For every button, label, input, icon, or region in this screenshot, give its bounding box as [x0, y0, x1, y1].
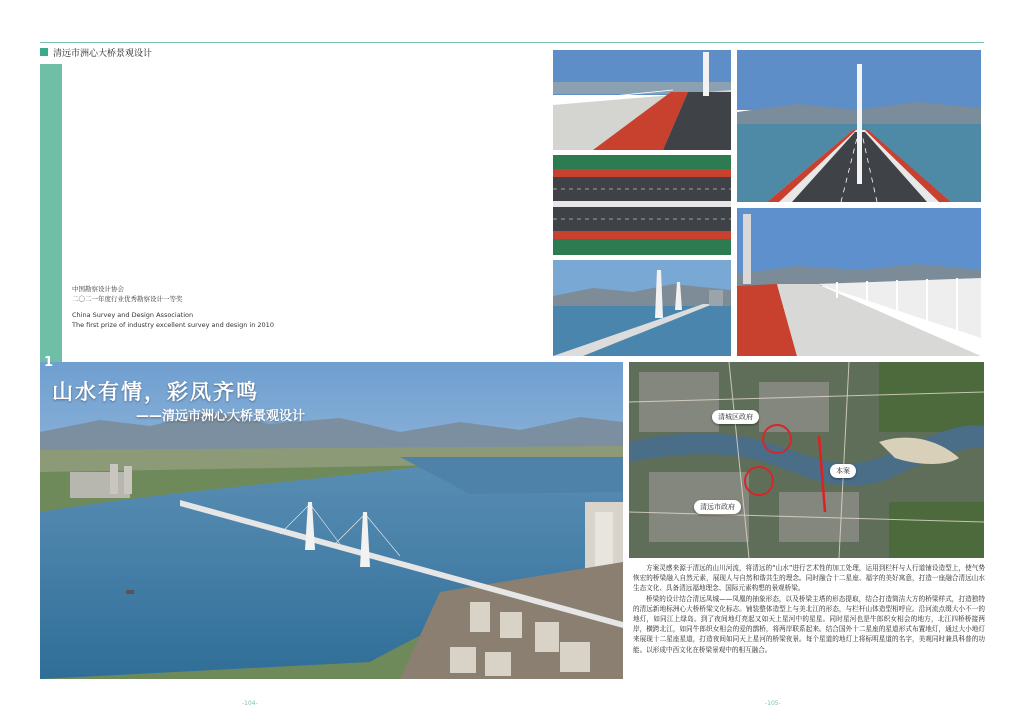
description-paragraph-1: 方案灵感来源于清远的山川河流，将清远的“山水”进行艺术性的加工处理，运用到栏杆与人行道铺设造型上，使气势恢宏的桥梁融入自然元素，展现人与自然和谐共生的理念。同时融合十二星座、福字的美好寓意，打造一座融合清远山水生态文化、具备清远福地理念、国际元素构想的景观桥梁。 [633, 564, 985, 593]
award-cn-title: 二〇二一年度行业优秀勘察设计一等奖 [72, 295, 183, 303]
map-label-project: 本案 [830, 464, 856, 478]
award-cn-org: 中国勘察设计协会 [72, 285, 124, 293]
award-en-org: China Survey and Design Association [72, 311, 194, 319]
hero-aerial-photo [40, 362, 623, 679]
project-description [633, 563, 985, 655]
walkway-railing-photo [737, 208, 981, 356]
project-number: 1 [44, 355, 54, 370]
description-paragraph-2: 桥梁的设计结合清远凤城——凤凰的抽象形态，以及桥梁主塔的形态提取，结合打造简洁大方的桥梁样式，打造独特的清远新地标洲心大桥桥梁文化标志。铺装整体造型上与美北江的形态，与栏杆山体造型相呼应。沿河流点缀大小不一的地灯，如同江上绿岛。到了夜间地灯亮起又如天上星河中的星星。同时星河也是牛郎织女相会的地方，北江四桥桥接两岸，横跨北江，如同牛郎织女相会的爱的鹊桥，将两岸联系起来。结合国外十二星座的星道形式布置地灯，通过大小地灯来展现十二星座星道，打造夜间如同天上星河的桥梁夜景。每个星道的地灯上将标明星道的名字，美观同时兼具科普的功能。以形成中西文化在桥梁景观中的相互融合。 [633, 594, 985, 654]
page-header-title: 清远市洲心大桥景观设计 [53, 49, 153, 59]
square-bullet-icon [40, 48, 48, 56]
page-number-right: -105- [765, 700, 781, 707]
map-label-city-gov: 清远市政府 [694, 500, 741, 514]
hero-title: 山水有情，彩凤齐鸣 [52, 379, 259, 404]
location-map [629, 362, 984, 558]
red-circle-marker-icon [744, 466, 774, 496]
award-en-title: The first prize of industry excellent survey and design in 2010 [72, 321, 274, 329]
bridge-deck-aerial-photo [737, 50, 981, 202]
top-rule [40, 42, 984, 43]
award-block [72, 284, 274, 330]
red-circle-marker-icon [762, 424, 792, 454]
hero-subtitle: ——清远市洲心大桥景观设计 [136, 409, 306, 424]
map-label-district-gov: 清城区政府 [712, 410, 759, 424]
deck-plan-photo [553, 155, 731, 255]
bridge-distant-photo [553, 260, 731, 356]
walkway-pylon-photo [553, 50, 731, 150]
accent-bar [40, 64, 62, 372]
page-number-left: -104- [242, 700, 258, 707]
